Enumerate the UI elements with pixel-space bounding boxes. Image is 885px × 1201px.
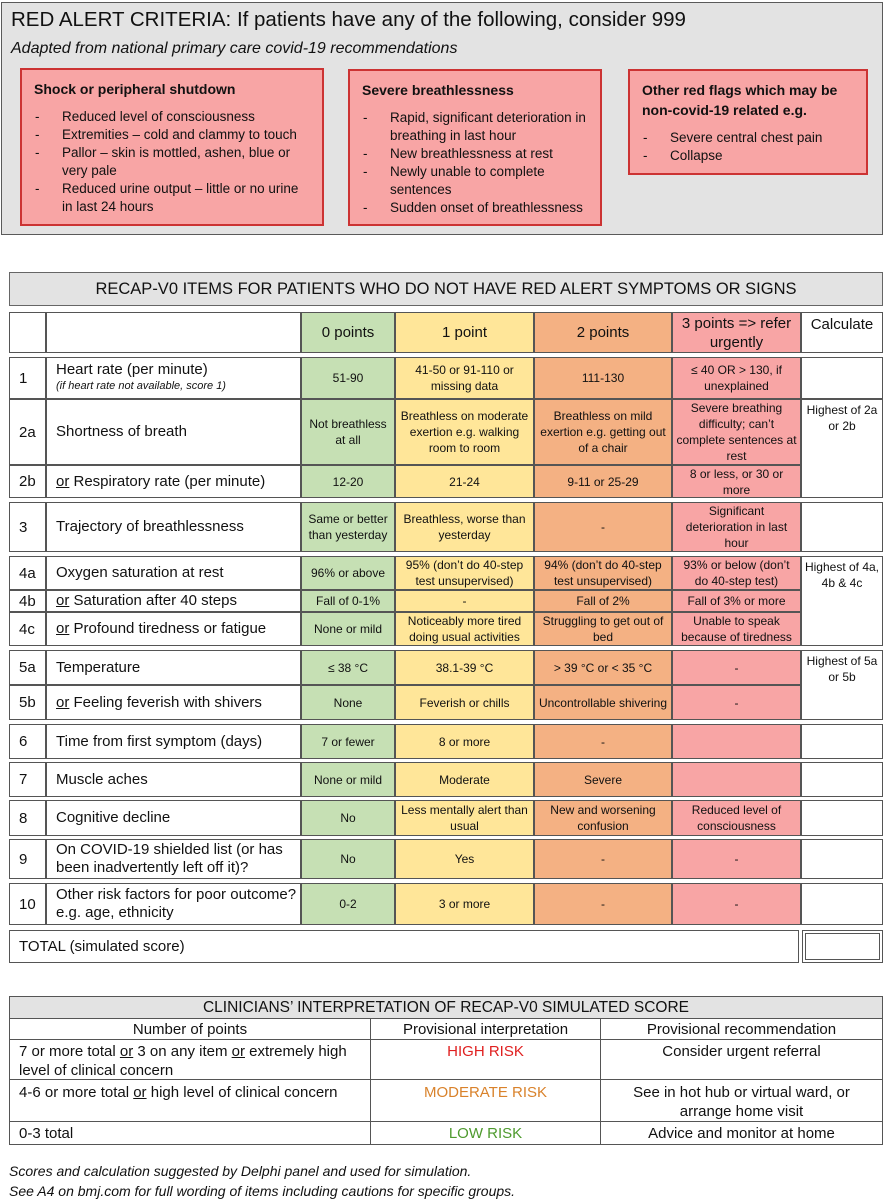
- or-word: or: [56, 693, 70, 711]
- row-label: Shortness of breath: [46, 399, 301, 465]
- calculate-cell: [801, 357, 883, 399]
- score-0-cell: 96% or above: [301, 556, 395, 590]
- list-item: - Severe central chest pain: [642, 129, 856, 147]
- score-0-cell: No: [301, 800, 395, 836]
- list-item: - Rapid, significant deterioration in breathing in last hour: [362, 109, 590, 145]
- list-item: - New breathlessness at rest: [362, 145, 590, 163]
- footer-notes: [9, 1161, 515, 1201]
- list-item: - Pallor – skin is mottled, ashen, blue or very pale: [34, 144, 312, 180]
- row-number: 3: [9, 502, 46, 552]
- row-label: Other risk factors for poor outcome? e.g. age, ethnicity: [46, 883, 301, 925]
- score-0-cell: 12-20: [301, 465, 395, 498]
- or-word: or: [133, 1084, 147, 1101]
- header-3-points: 3 points => refer urgently: [672, 312, 801, 353]
- red-alert-title: RED ALERT CRITERIA: If patients have any of the following, consider 999: [11, 8, 686, 31]
- score-2-cell: Struggling to get out of bed: [534, 612, 672, 646]
- box-title: Severe breathlessness: [362, 82, 514, 98]
- score-0-cell: Fall of 0-1%: [301, 590, 395, 612]
- header-points: Number of points: [132, 1021, 248, 1038]
- text: 3 on any item: [133, 1043, 232, 1060]
- interpretation-title: CLINICIANS’ INTERPRETATION OF RECAP-V0 SIMULATED SCORE: [10, 997, 882, 1019]
- row-number: 4a: [9, 556, 46, 590]
- list-item: - Collapse: [642, 147, 856, 165]
- row-number: 4b: [9, 590, 46, 612]
- row-number: 2a: [9, 399, 46, 465]
- score-2-cell: -: [534, 502, 672, 552]
- score-3-cell: ≤ 40 OR > 130, if unexplained: [672, 357, 801, 399]
- row-number: 7: [9, 762, 46, 797]
- list-item: - Reduced level of consciousness: [34, 108, 312, 126]
- score-1-cell: 21-24: [395, 465, 534, 498]
- calculate-cell: [801, 762, 883, 797]
- score-1-cell: Yes: [395, 839, 534, 879]
- score-2-cell: Severe: [534, 762, 672, 797]
- row-label: [46, 590, 301, 612]
- score-0-cell: ≤ 38 °C: [301, 650, 395, 685]
- score-1-cell: 38.1-39 °C: [395, 650, 534, 685]
- score-2-cell: 94% (don’t do 40-step test unsupervised): [534, 556, 672, 590]
- score-3-cell: -: [672, 883, 801, 925]
- text: high level of clinical concern: [146, 1084, 338, 1101]
- score-2-cell: > 39 °C or < 35 °C: [534, 650, 672, 685]
- score-3-cell: Significant deterioration in last hour: [672, 502, 801, 552]
- score-0-cell: Not breathless at all: [301, 399, 395, 465]
- label-text: Saturation after 40 steps: [69, 592, 237, 609]
- score-3-cell: Reduced level of consciousness: [672, 800, 801, 836]
- score-3-cell: Unable to speak because of tiredness: [672, 612, 801, 646]
- header-0-points: 0 points: [301, 312, 395, 353]
- score-2-cell: 111-130: [534, 357, 672, 399]
- recommendation-low: Advice and monitor at home: [648, 1125, 835, 1142]
- shock-criteria-box: [20, 68, 324, 226]
- score-2-cell: -: [534, 839, 672, 879]
- risk-low: LOW RISK: [448, 1125, 523, 1142]
- or-word: or: [231, 1043, 245, 1060]
- score-2-cell: Breathless on mild exertion e.g. getting out of a chair: [534, 399, 672, 465]
- header-2-points: 2 points: [534, 312, 672, 353]
- recap-header: RECAP-V0 ITEMS FOR PATIENTS WHO DO NOT HAVE RED ALERT SYMPTOMS OR SIGNS: [9, 272, 883, 306]
- calculate-cell: [801, 724, 883, 759]
- list-item: - Extremities – cold and clammy to touch: [34, 126, 312, 144]
- calculate-cell: [801, 883, 883, 925]
- calculate-cell: [801, 800, 883, 836]
- row-number: 5a: [9, 650, 46, 685]
- other-red-flags-box: [628, 69, 868, 175]
- row-number: 2b: [9, 465, 46, 498]
- header-calculate: Calculate: [801, 312, 883, 353]
- risk-moderate: MODERATE RISK: [423, 1084, 548, 1101]
- score-1-cell: Noticeably more tired doing usual activities: [395, 612, 534, 646]
- calculate-note-breath: Highest of 2a or 2b: [801, 399, 883, 498]
- list-item: - Sudden onset of breathlessness: [362, 199, 590, 217]
- header-blank: [9, 312, 46, 353]
- footer-line: See A4 on bmj.com for full wording of items including cautions for specific groups.: [9, 1183, 516, 1199]
- divider: [10, 1039, 882, 1040]
- footer-line: Scores and calculation suggested by Delphi panel and used for simulation.: [9, 1163, 472, 1179]
- row-label: Time from first symptom (days): [46, 724, 301, 759]
- score-3-cell: -: [672, 650, 801, 685]
- interpretation-table: [9, 996, 883, 1145]
- calculate-note-temperature: Highest of 5a or 5b: [801, 650, 883, 720]
- score-1-cell: Breathless, worse than yesterday: [395, 502, 534, 552]
- text: extremely high level of clinical concern: [19, 1043, 351, 1079]
- row-label: Temperature: [46, 650, 301, 685]
- score-3-cell: 93% or below (don’t do 40-step test): [672, 556, 801, 590]
- box-title: Other red flags which may be non-covid-19 related e.g.: [642, 82, 838, 118]
- score-3-cell: -: [672, 685, 801, 720]
- score-2-cell: Fall of 2%: [534, 590, 672, 612]
- calculate-note-oxygen: Highest of 4a, 4b & 4c: [801, 556, 883, 646]
- breathlessness-criteria-box: [348, 69, 602, 226]
- score-0-cell: None: [301, 685, 395, 720]
- row-label: On COVID-19 shielded list (or has been inadvertently left off it)?: [46, 839, 301, 879]
- header-interpretation: Provisional interpretation: [402, 1021, 569, 1038]
- score-3-cell: -: [672, 839, 801, 879]
- label-text: Respiratory rate (per minute): [69, 472, 266, 490]
- points-moderate: [19, 1083, 364, 1102]
- list-item: - Newly unable to complete sentences: [362, 163, 590, 199]
- or-word: or: [56, 472, 70, 490]
- score-1-cell: Feverish or chills: [395, 685, 534, 720]
- or-word: or: [56, 592, 70, 609]
- or-word: or: [119, 1043, 134, 1060]
- row-label: [46, 465, 301, 498]
- row-number: 10: [9, 883, 46, 925]
- row-number: 9: [9, 839, 46, 879]
- row-label: [46, 357, 301, 399]
- score-2-cell: New and worsening confusion: [534, 800, 672, 836]
- red-alert-panel: [1, 2, 883, 235]
- points-low: 0-3 total: [19, 1125, 74, 1142]
- score-1-cell: 41-50 or 91-110 or missing data: [395, 357, 534, 399]
- score-0-cell: Same or better than yesterday: [301, 502, 395, 552]
- score-2-cell: Uncontrollable shivering: [534, 685, 672, 720]
- row-number: 4c: [9, 612, 46, 646]
- score-0-cell: 7 or fewer: [301, 724, 395, 759]
- label-text: Profound tiredness or fatigue: [69, 620, 267, 637]
- total-label: TOTAL (simulated score): [9, 930, 799, 963]
- label-note: (if heart rate not available, score 1): [56, 380, 226, 392]
- row-number: 8: [9, 800, 46, 836]
- score-0-cell: 0-2: [301, 883, 395, 925]
- score-3-cell: [672, 724, 801, 759]
- total-score-field[interactable]: [805, 933, 880, 960]
- score-0-cell: 51-90: [301, 357, 395, 399]
- calculate-cell: [801, 839, 883, 879]
- row-label: Cognitive decline: [46, 800, 301, 836]
- score-1-cell: Less mentally alert than usual: [395, 800, 534, 836]
- text: 4-6 or more total: [19, 1084, 134, 1101]
- text: 7 or more total: [19, 1043, 120, 1060]
- or-word: or: [56, 620, 70, 637]
- row-number: 1: [9, 357, 46, 399]
- score-3-cell: Severe breathing difficulty; can’t complete sentences at rest: [672, 399, 801, 465]
- row-label: [46, 685, 301, 720]
- label-text: Heart rate (per minute): [56, 361, 208, 378]
- recommendation-moderate: See in hot hub or virtual ward, or arrange home visit: [633, 1084, 850, 1120]
- score-3-cell: [672, 762, 801, 797]
- divider: [10, 1121, 882, 1122]
- list-item: - Reduced urine output – little or no urine in last 24 hours: [34, 180, 312, 216]
- header-blank: [46, 312, 301, 353]
- score-1-cell: Breathless on moderate exertion e.g. walking room to room: [395, 399, 534, 465]
- score-1-cell: 3 or more: [395, 883, 534, 925]
- row-number: 5b: [9, 685, 46, 720]
- score-1-cell: Moderate: [395, 762, 534, 797]
- header-1-point: 1 point: [395, 312, 534, 353]
- row-number: 6: [9, 724, 46, 759]
- risk-high: HIGH RISK: [447, 1043, 524, 1060]
- score-0-cell: None or mild: [301, 762, 395, 797]
- score-3-cell: Fall of 3% or more: [672, 590, 801, 612]
- score-1-cell: 8 or more: [395, 724, 534, 759]
- points-high: [19, 1042, 364, 1080]
- score-2-cell: -: [534, 883, 672, 925]
- row-label: Muscle aches: [46, 762, 301, 797]
- label-text: Feeling feverish with shivers: [69, 693, 262, 711]
- score-2-cell: -: [534, 724, 672, 759]
- header-recommendation: Provisional recommendation: [646, 1021, 837, 1038]
- recommendation-high: Consider urgent referral: [662, 1043, 821, 1060]
- score-0-cell: None or mild: [301, 612, 395, 646]
- box-title: Shock or peripheral shutdown: [34, 81, 236, 97]
- score-0-cell: No: [301, 839, 395, 879]
- row-label: Oxygen saturation at rest: [46, 556, 301, 590]
- calculate-cell: [801, 502, 883, 552]
- score-1-cell: -: [395, 590, 534, 612]
- row-label: Trajectory of breathlessness: [46, 502, 301, 552]
- red-alert-subtitle: Adapted from national primary care covid-19 recommendations: [11, 40, 458, 57]
- score-1-cell: 95% (don’t do 40-step test unsupervised): [395, 556, 534, 590]
- score-2-cell: 9-11 or 25-29: [534, 465, 672, 498]
- row-label: [46, 612, 301, 646]
- score-3-cell: 8 or less, or 30 or more: [672, 465, 801, 498]
